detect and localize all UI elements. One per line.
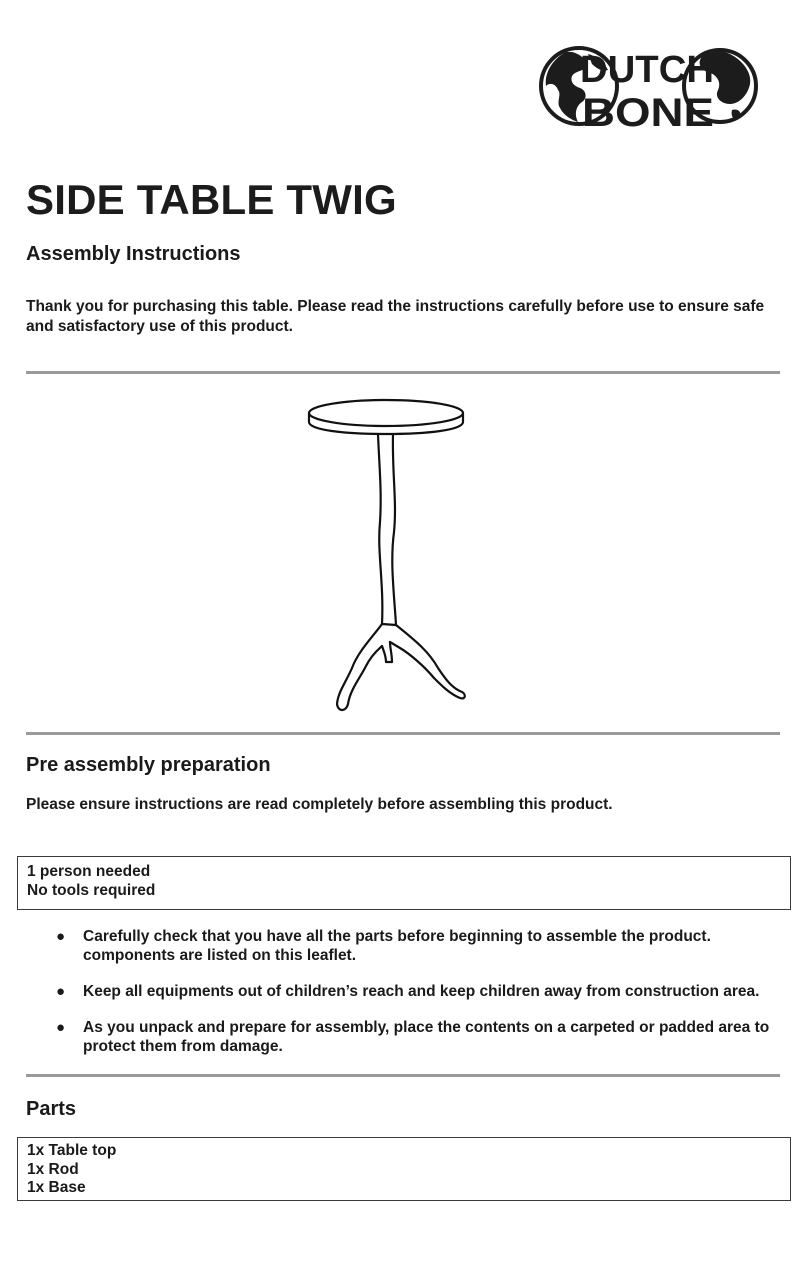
requirements-box [17,856,791,910]
list-item: ● Keep all equipments out of children’s reach and keep children away from construction area. [56,983,760,1000]
page-subtitle: Assembly Instructions [26,243,241,265]
bullet-icon: ● [56,928,66,945]
preparation-note: Please ensure instructions are read completely before assembling this product. [26,796,613,813]
parts-heading: Parts [26,1098,77,1120]
part-item: 1x Table top [27,1142,117,1159]
divider [26,371,780,374]
part-item: 1x Base [27,1179,86,1196]
preparation-bullet-list [54,927,784,1073]
page-title: SIDE TABLE TWIG [26,176,397,223]
preparation-heading: Pre assembly preparation [26,754,271,776]
parts-box [17,1137,791,1201]
list-item: ● As you unpack and prepare for assembly, place the contents on a carpeted or padded area to protect them from damage. [56,1019,770,1055]
bullet-icon: ● [56,983,66,1000]
dutch-bone-logo [536,42,762,132]
brand-line-2: BONE [582,91,714,132]
list-item: ● Carefully check that you have all the parts before beginning to assemble the product. components are listed on this leaflet. [56,928,711,964]
divider [26,1074,780,1077]
divider [26,732,780,735]
part-item: 1x Rod [27,1160,79,1178]
requirement-item: 1 person needed [27,863,151,880]
brand-line-1: DUTCH [580,49,714,91]
side-table-twig-drawing-icon [300,392,480,718]
requirement-item: No tools required [27,881,156,899]
bullet-icon: ● [56,1019,66,1036]
intro-text: Thank you for purchasing this table. Please read the instructions carefully before use to ensure safe and satisfactory use of this product. [26,298,765,335]
